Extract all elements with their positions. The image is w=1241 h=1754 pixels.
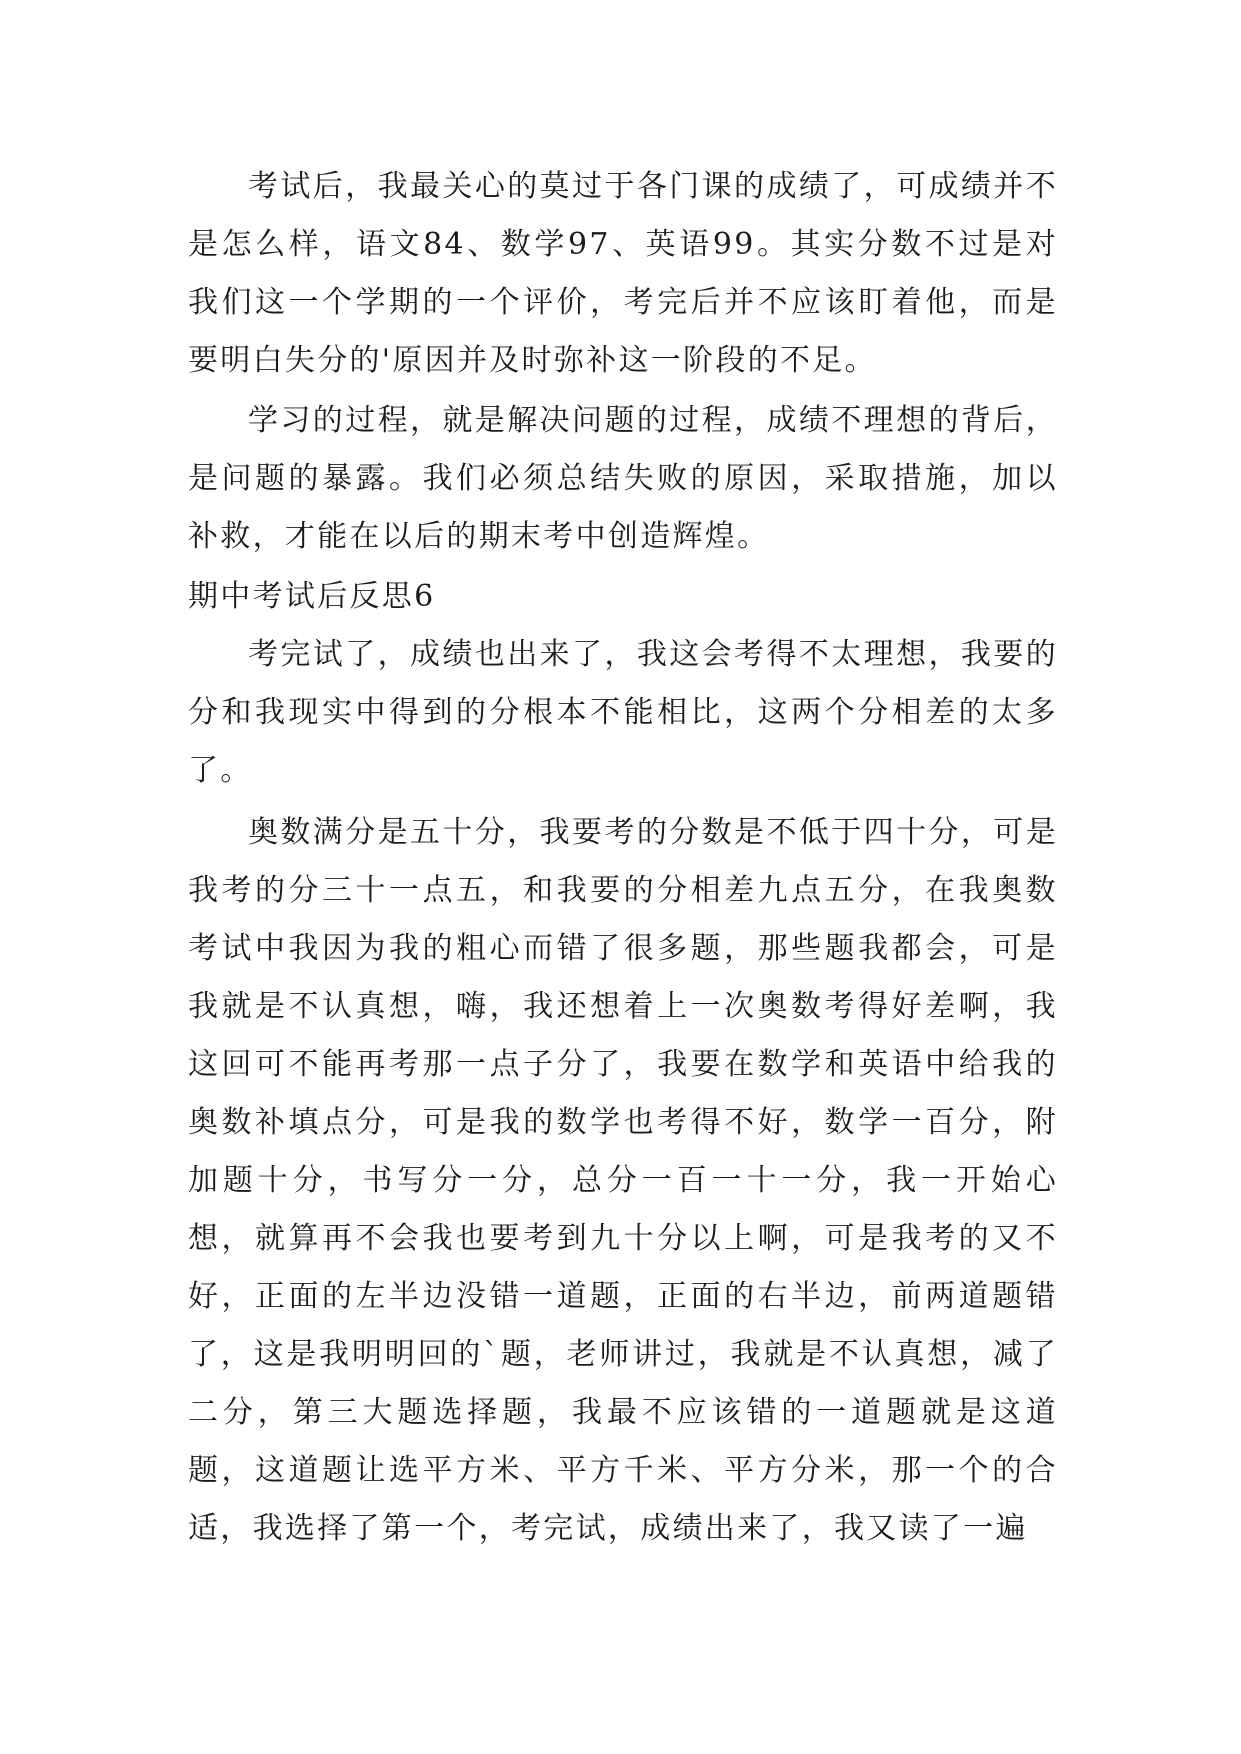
paragraph: 奥数满分是五十分，我要考的分数是不低于四十分，可是我考的分三十一点五，和我要的分相差九点五分，在我奥数考试中我因为我的粗心而错了很多题，那些题我都会，可是我就是不认真想，嗨，我还想着上一次奥数考得好差啊，我这回可不能再考那一点子分了，我要在数学和英语中给我的奥数补填点分，可是我的数学也考得不好，数学一百分，附加题十分，书写分一分，总分一百一十一分，我一开始心想，就算再不会我也要考到九十分以上啊，可是我考的又不好，正面的左半边没错一道题，正面的右半边，前两道题错了，这是我明明回的`题，老师讲过，我就是不认真想，减了二分，第三大题选择题，我最不应该错的一道题就是这道题，这道题让选平方米、平方千米、平方分米，那一个的合适，我选择了第一个，考完试，成绩出来了，我又读了一遍: [188, 815, 1058, 1546]
paragraph: 学习的过程，就是解决问题的过程，成绩不理想的背后，是问题的暴露。我们必须总结失败的原因，采取措施，加以补救，才能在以后的期末考中创造辉煌。: [188, 403, 1058, 554]
paragraph: 考完试了，成绩也出来了，我这会考得不太理想，我要的分和我现实中得到的分根本不能相比，这两个分相差的太多了。: [188, 637, 1058, 788]
section-title: 期中考试后反思6: [188, 579, 436, 614]
paragraph: 考试后，我最关心的莫过于各门课的成绩了，可成绩并不是怎么样，语文84、数学97、英语99。其实分数不过是对我们这一个学期的一个评价，考完后并不应该盯着他，而是要明白失分的'原因并及时弥补这一阶段的不足。: [188, 169, 1058, 378]
document-body: [188, 158, 1058, 1558]
